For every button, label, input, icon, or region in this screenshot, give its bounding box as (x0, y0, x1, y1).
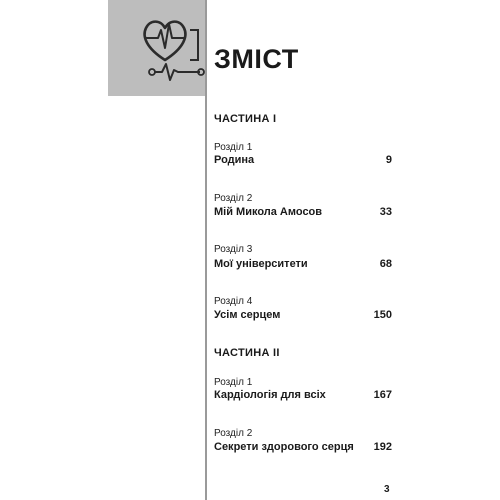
part-heading: ЧАСТИНА І (214, 113, 277, 125)
chapter-title: Кардіологія для всіх (214, 389, 326, 401)
section-label: Розділ 2 (214, 428, 253, 439)
chapter-title: Секрети здорового серця (214, 441, 354, 453)
vertical-divider (205, 0, 207, 500)
page-number: 150 (373, 309, 392, 321)
chapter-title: Мої університети (214, 258, 308, 270)
page-number: 68 (379, 258, 392, 270)
toc-entry[interactable] (214, 256, 392, 272)
section-label: Розділ 1 (214, 377, 253, 388)
section-label: Розділ 4 (214, 296, 253, 307)
chapter-title: Родина (214, 154, 255, 166)
folio-page-number: 3 (384, 484, 390, 495)
toc-entry[interactable] (214, 439, 392, 455)
toc-entry[interactable] (214, 387, 392, 403)
toc-entry[interactable] (214, 307, 392, 323)
section-label: Розділ 3 (214, 244, 253, 255)
heart-pulse-icon (108, 0, 206, 96)
page-number: 33 (379, 206, 392, 218)
page-title: ЗМІСТ (214, 44, 299, 74)
part-heading: ЧАСТИНА ІІ (214, 347, 280, 359)
page-number: 167 (373, 389, 392, 401)
page-number: 192 (373, 441, 392, 453)
section-label: Розділ 2 (214, 193, 253, 204)
logo-block (108, 0, 206, 96)
toc-entry[interactable] (214, 204, 392, 220)
section-label: Розділ 1 (214, 142, 253, 153)
toc-entry[interactable] (214, 152, 392, 168)
chapter-title: Мій Микола Амосов (214, 206, 323, 218)
page-number: 9 (385, 154, 392, 166)
chapter-title: Усім серцем (214, 309, 281, 321)
